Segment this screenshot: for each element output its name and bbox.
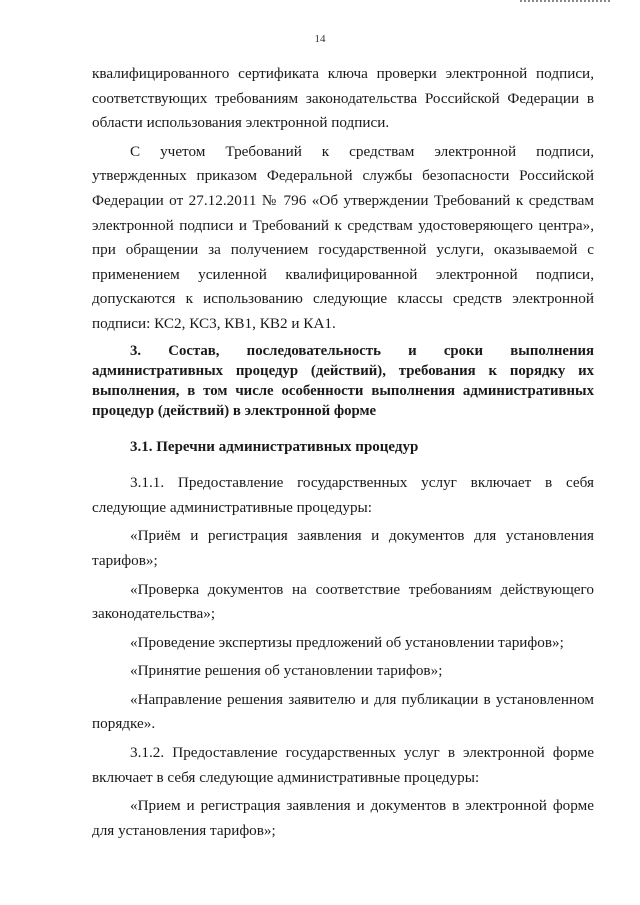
paragraph-3-1-1: 3.1.1. Предоставление государственных услуг включает в себя следующие административные процедуры:	[92, 474, 594, 516]
paragraph-3-1-2: 3.1.2. Предоставление государственных услуг в электронной форме включает в себя следующие административные процедуры:	[92, 744, 594, 786]
paragraph-continuation: квалифицированного сертификата ключа проверки электронной подписи, соответствующих требованиям законодательства Российской Федерации в области использования электронной подписи.	[92, 65, 594, 132]
list-item: «Проверка документов на соответствие требованиям действующего законодательства»;	[92, 580, 594, 623]
scan-artifact	[520, 0, 610, 6]
list-item: «Прием и регистрация заявления и документов в электронной форме для установления тарифов»;	[92, 797, 594, 839]
section-heading-3-1: 3.1. Перечни административных процедур	[130, 438, 419, 455]
list-item: «Направление решения заявителю и для публикации в установленном порядке».	[92, 690, 594, 733]
body-text	[92, 62, 594, 847]
list-item: «Принятие решения об установлении тарифов»;	[130, 662, 443, 680]
page-number: 14	[314, 33, 326, 45]
list-item: «Проведение экспертизы предложений об установлении тарифов»;	[130, 633, 564, 651]
section-heading-3: 3. Состав, последовательность и сроки выполнения административных процедур (действий), требования к порядку их выполнения, в том числе особенности выполнения административных процедур (действий) в электронной форме	[92, 342, 594, 419]
paragraph-requirements: С учетом Требований к средствам электронной подписи, утвержденных приказом Федеральной службы безопасности Российской Федерации от 27.12.2011 № 796 «Об утверждении Требований к средствам электронной подписи и Требований к средствам удостоверяющего центра», при обращении за получением государственной услуги, оказываемой с применением усиленной квалифицированной электронной подписи, допускаются к использованию следующие классы средств электронной подписи: КС2, КС3, КВ1, КВ2 и КА1.	[92, 142, 594, 332]
list-item: «Приём и регистрация заявления и документов для установления тарифов»;	[92, 527, 594, 569]
